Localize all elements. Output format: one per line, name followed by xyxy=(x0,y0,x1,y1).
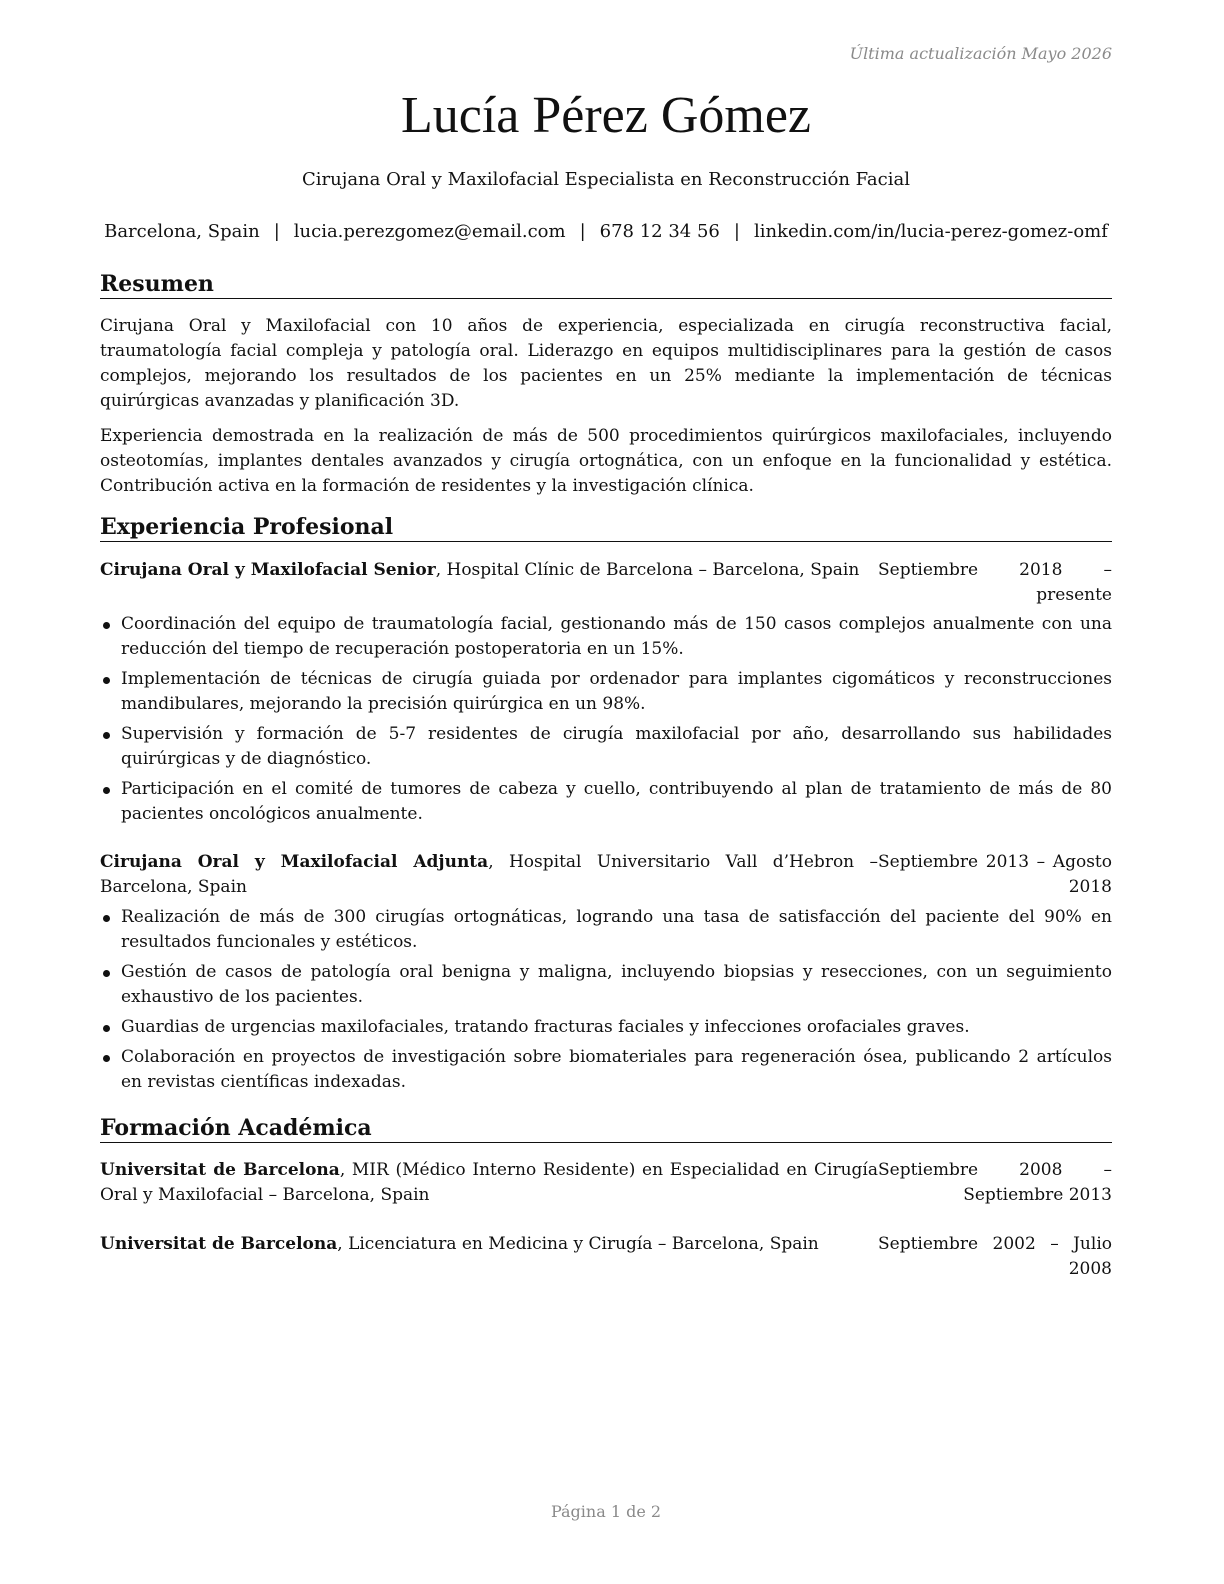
list-item xyxy=(100,1015,1112,1040)
list-item xyxy=(100,960,1112,1010)
last-updated: Última actualización Mayo 2026 xyxy=(849,44,1112,63)
page-number: Página 1 de 2 xyxy=(550,1502,662,1521)
experience-entry-header xyxy=(100,558,1112,608)
list-item xyxy=(100,905,1112,955)
bullet-icon xyxy=(103,787,110,794)
experience-entry-header xyxy=(100,850,1112,900)
education-degree: , MIR (Médico Interno Residente) en Especialidad en Cirugía Oral y Maxilofacial – Barcelona, Spain xyxy=(100,1160,878,1205)
experience-org: , Hospital Universitario Vall d’Hebron – Barcelona, Spain xyxy=(100,852,878,897)
education-title xyxy=(100,1232,878,1282)
bullet-text: Supervisión y formación de 5-7 residentes de cirugía maxilofacial por año, desarrollando sus habilidades quirúrgicas y de diagnóstico. xyxy=(121,724,1112,769)
education-entry-header xyxy=(100,1158,1112,1208)
section-title-education: Formación Académica xyxy=(100,1114,1112,1143)
experience-dates: Septiembre 2018 – presente xyxy=(878,560,1112,605)
bullet-icon xyxy=(103,622,110,629)
education-dates: Septiembre 2008 – Septiembre 2013 xyxy=(878,1160,1112,1205)
bullet-icon xyxy=(103,1025,110,1032)
bullet-text: Guardias de urgencias maxilofaciales, tratando fracturas faciales y infecciones orofaciales graves. xyxy=(121,1017,970,1037)
bullet-icon xyxy=(103,677,110,684)
bullet-icon xyxy=(103,1055,110,1062)
contact-phone: 678 12 34 56 xyxy=(599,221,720,242)
list-item xyxy=(100,612,1112,662)
candidate-headline: Cirujana Oral y Maxilofacial Especialista en Reconstrucción Facial xyxy=(302,169,910,190)
list-item xyxy=(100,722,1112,772)
experience-title xyxy=(100,850,878,900)
bullet-text: Colaboración en proyectos de investigación sobre biomateriales para regeneración ósea, publicando 2 artículos en revistas científicas indexadas. xyxy=(121,1047,1112,1092)
contact-separator: | xyxy=(273,221,280,242)
section-title-experience: Experiencia Profesional xyxy=(100,513,1112,542)
bullet-text: Implementación de técnicas de cirugía guiada por ordenador para implantes cigomáticos y reconstrucciones mandibulares, mejorando la precisión quirúrgica en un 98%. xyxy=(121,669,1112,714)
experience-role: Cirujana Oral y Maxilofacial Senior xyxy=(100,560,436,580)
bullet-text: Gestión de casos de patología oral benigna y maligna, incluyendo biopsias y resecciones, con un seguimiento exhaustivo de los pacientes. xyxy=(121,962,1112,1007)
education-entry-header xyxy=(100,1232,1112,1282)
bullet-icon xyxy=(103,970,110,977)
contact-linkedin[interactable]: linkedin.com/in/lucia-perez-gomez-omf xyxy=(753,221,1108,242)
resume-page xyxy=(100,0,1112,1584)
section-title-summary: Resumen xyxy=(100,270,1112,299)
education-title xyxy=(100,1158,878,1208)
experience-bullets xyxy=(100,905,1112,1100)
contact-email[interactable]: lucia.perezgomez@email.com xyxy=(293,221,566,242)
contact-location: Barcelona, Spain xyxy=(104,221,260,242)
bullet-icon xyxy=(103,732,110,739)
list-item xyxy=(100,1045,1112,1095)
list-item xyxy=(100,667,1112,717)
bullet-icon xyxy=(103,915,110,922)
candidate-name: Lucía Pérez Gómez xyxy=(400,87,811,144)
experience-title xyxy=(100,558,878,608)
experience-bullets xyxy=(100,612,1112,832)
summary-paragraph: Experiencia demostrada en la realización de más de 500 procedimientos quirúrgicos maxilofaciales, incluyendo osteotomías, implantes dentales avanzados y cirugía ortognática, con un enfoque en la funcionalidad y estética. Contribución activa en la formación de residentes y la investigación clínica. xyxy=(100,426,1112,496)
contact-separator: | xyxy=(579,221,586,242)
experience-org: , Hospital Clínic de Barcelona – Barcelona, Spain xyxy=(435,560,860,580)
list-item xyxy=(100,777,1112,827)
education-institution: Universitat de Barcelona xyxy=(100,1234,338,1254)
education-institution: Universitat de Barcelona xyxy=(100,1160,340,1180)
education-degree: , Licenciatura en Medicina y Cirugía – Barcelona, Spain xyxy=(337,1234,819,1254)
contact-separator: | xyxy=(733,221,740,242)
experience-role: Cirujana Oral y Maxilofacial Adjunta xyxy=(100,852,489,872)
bullet-text: Coordinación del equipo de traumatología facial, gestionando más de 150 casos complejos anualmente con una reducción del tiempo de recuperación postoperatoria en un 15%. xyxy=(121,614,1112,659)
experience-dates: Septiembre 2013 – Agosto 2018 xyxy=(878,852,1112,897)
summary-paragraph: Cirujana Oral y Maxilofacial con 10 años de experiencia, especializada en cirugía reconstructiva facial, traumatología facial compleja y patología oral. Liderazgo en equipos multidisciplinares para la gestión de casos complejos, mejorando los resultados de los pacientes en un 25% mediante la implementación de técnicas quirúrgicas avanzadas y planificación 3D. xyxy=(100,316,1112,411)
contact-line xyxy=(100,220,1112,244)
bullet-text: Participación en el comité de tumores de cabeza y cuello, contribuyendo al plan de tratamiento de más de 80 pacientes oncológicos anualmente. xyxy=(121,779,1112,824)
bullet-text: Realización de más de 300 cirugías ortognáticas, logrando una tasa de satisfacción del paciente del 90% en resultados funcionales y estéticos. xyxy=(121,907,1112,952)
education-dates: Septiembre 2002 – Julio 2008 xyxy=(878,1234,1112,1279)
